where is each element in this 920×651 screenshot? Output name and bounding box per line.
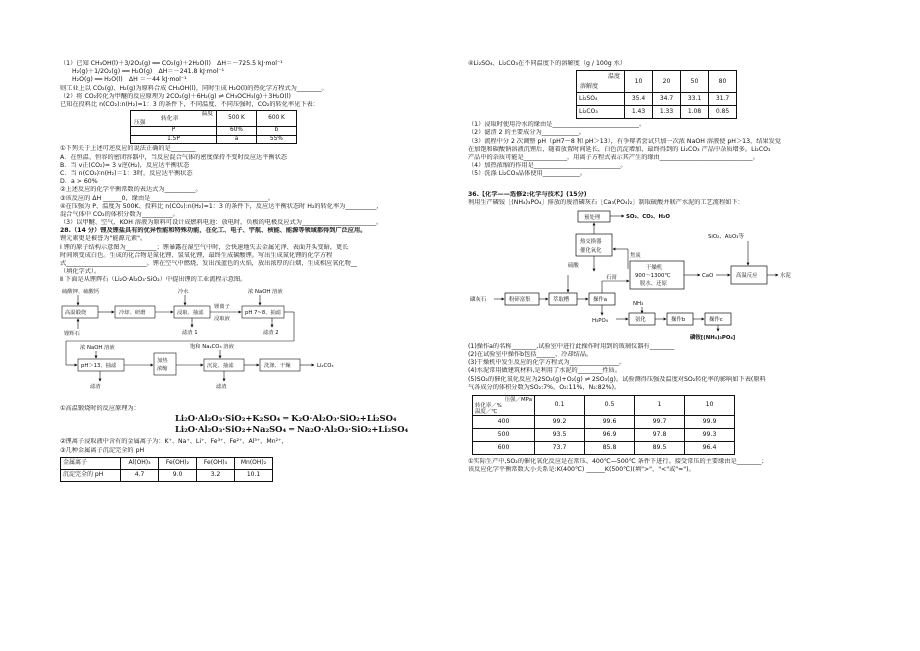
- r2-line: 在加饱和碳酸钠溶液沉锂后，随着放置时间延长，白色沉淀增加，最终得到的 Li₂CO₃ 产品中杂质增多。Li₂CO₃: [468, 145, 771, 153]
- flow-label-calcine: 高温锻烧: [65, 309, 87, 316]
- r4-line: ①实际生产中,SO₂的催化氧化反应是在常压、400℃—500℃ 条件下进行。接受常压的主要缘由是________；: [468, 458, 768, 465]
- q28-line: （填化学式）。: [60, 268, 101, 276]
- q1-line-1: （1）已知 CH₃OH(l)＋3/2O₂(g) ══ CO₂(g)＋2H₂O(l) ΔH＝－725.5 kJ·mol⁻¹: [60, 60, 283, 67]
- q28-sub-1: ①高温锻烧时的反应原理为：: [60, 404, 140, 412]
- flow-label-ion2: 浸取液: [214, 315, 230, 322]
- table-corner-cell: [473, 396, 535, 416]
- q2-line: ①下列关于上述可逆反应的说法正确的是________: [60, 145, 196, 153]
- r2-line: （1）浸取时使用冷水的缘由是____________________________。: [468, 121, 646, 129]
- table-corner-cell: [577, 71, 625, 93]
- q2-line: A．在恒温、恒容的密闭容器中，当反应混合气体的密度保持不变时反应达平衡状态: [60, 153, 287, 161]
- r3-line: 气各成分的体积分数为SO₂:7%，O₂:11%，N₂:82%)。: [468, 383, 621, 391]
- flow-label-conc: 浓缩: [157, 365, 168, 372]
- q28-line: 28.（14 分）锂及锂盐具有的优异性能和特殊功能，在化工、电子、宇航、核能、能源等领域都得到广泛应用。: [60, 227, 367, 235]
- table-header: Mn(OH)₂: [235, 457, 273, 469]
- q2-line: ③该反应的 ΔH ______0，缘由是______________________________________。: [60, 194, 275, 202]
- table-cell: 99.3: [685, 429, 735, 442]
- table-cell: 1.43: [625, 106, 653, 119]
- flow-label-cool: 冷却、研磨: [119, 309, 146, 316]
- flow-label-mill: 粉碎富集: [509, 296, 531, 303]
- corner-label-conv: 转化率: [161, 116, 179, 123]
- q2-line: C．当 n(CO₂)∶n(H₂)＝1：3时，反应达平衡状态: [60, 169, 193, 177]
- flow-label-ph1: pH 7~8、抽滤: [245, 309, 282, 316]
- q2-line: D．a > 60%: [60, 178, 98, 186]
- reaction-equation-2: Li₂O·Al₂O₃·SiO₂+Na₂SO₄ ═ Na₂O·Al₂O₃·SiO₂+Li₂SO₄: [175, 424, 409, 435]
- table-cell: 33.1: [681, 93, 709, 106]
- q2-line: ②上述反应的化学平衡常数的表达式为__________。: [60, 186, 202, 194]
- flow-label-wash: 洗涤、干燥: [264, 362, 291, 369]
- r3-line: (5)SO₂的催化氧化反应为2SO₂(g)+O₂(g) ⇌ 2SO₃(g)。试验测得压强及温度对SO₂转化率的影响如下表(原料: [468, 375, 766, 383]
- flow-label-slag2: 滤渣 2: [263, 329, 279, 336]
- q1-line-4: 则工业上以 CO₂(g)、H₂(g)为原料合成 CH₃OH(l)，同时生成 H₂O(l)的热化学方程式为________。: [60, 84, 328, 92]
- corner-label-temp: 温度: [201, 111, 213, 118]
- flow-label-naoh1: 浓 NaOH 溶液: [248, 288, 283, 295]
- table-cell: 85.8: [585, 442, 635, 455]
- flow-label-kiln: 高温反应: [736, 272, 758, 279]
- table-cell: 35.4: [625, 93, 653, 106]
- table-cell: 10.1: [235, 469, 273, 481]
- table-row: [577, 71, 737, 93]
- table-cell: b: [257, 127, 297, 136]
- r3-line: (2)在试验室中操作b包括______、冷却结晶。: [468, 351, 593, 359]
- table-row: [131, 135, 297, 144]
- solubility-table: [576, 70, 737, 119]
- table-cell: 31.7: [709, 93, 737, 106]
- flow-label-slag-a: 滤渣: [90, 383, 101, 390]
- precipitation-ph-table: [60, 457, 273, 482]
- flow-label-acid: 硫酸: [568, 262, 579, 269]
- flow-label-ore: 磷灰石: [470, 296, 487, 303]
- table-corner-cell: [131, 111, 217, 127]
- flow-label-h3po4: H₃PO₄: [592, 317, 608, 324]
- q28-sub-3: ③几种金属离子沉淀完全的 pH: [60, 446, 145, 454]
- r3-line: (4)水泥常用做建筑材料,是利用了水泥的________性质。: [468, 367, 622, 375]
- table-cell: 89.5: [635, 442, 685, 455]
- r2-line: （4）加热浓缩的作用是____________________________。: [468, 162, 627, 170]
- table-cell: 沉淀完全的 pH: [61, 469, 121, 481]
- flow-label-slag-b: 滤渣: [216, 383, 227, 390]
- conversion-table-1: [130, 110, 297, 144]
- r3-line: (1)操作a的名称________,试验室中进行此操作时用到的玻璃仪器有________: [468, 342, 675, 350]
- table-cell: 96.9: [585, 429, 635, 442]
- table-header: 80: [709, 71, 737, 93]
- table-cell: 500: [473, 429, 535, 442]
- table-header: 20: [653, 71, 681, 93]
- corner-label-conversion: 转化率／%: [475, 403, 502, 409]
- flow-label-pretreat: 预处理: [584, 214, 601, 221]
- flow-label-naoh2: 浓 NaOH 溶液: [80, 344, 115, 351]
- table-header: 10: [625, 71, 653, 93]
- flow-label-dryer-step: 脱水、还原: [640, 280, 667, 287]
- flow-label-heat: 加热: [157, 357, 168, 364]
- table-cell: 99.7: [635, 416, 685, 429]
- table-row: [577, 93, 737, 106]
- flow-label-gases: SO₂、CO₂、H₂O: [626, 213, 670, 220]
- table-header: 1: [635, 396, 685, 416]
- so2-conversion-table: [472, 395, 735, 455]
- table-header: 金属离子: [61, 457, 121, 469]
- r2-line: 产品中的杂质可能是______________，用离子方程式表示其产生的缘由______________________________。: [468, 153, 759, 161]
- q1-line-5: （2）将 CO₂转化为甲醚的反应原理为 2CO₂(g)＋6H₂(g) ⇌ CH₃OCH₃(g)＋3H₂O(l): [60, 92, 291, 100]
- corner-label-pressure: 压强: [134, 120, 146, 127]
- table-cell: 400: [473, 416, 535, 429]
- q2-line: B．当 v正(CO₂)= 3 v逆(H₂)，反应达平衡状态: [60, 161, 190, 169]
- table-row: [473, 416, 735, 429]
- table-cell: 9.0: [159, 469, 197, 481]
- phosphate-flow-diagram: [468, 209, 798, 343]
- r4-line: 该反应化学平衡常数大小关系是:K(400℃) ______K(500℃)(填">"、"<"或"=")。: [468, 466, 695, 474]
- reaction-equation-1: Li₂O·Al₂O₃·SiO₂+K₂SO₄ ═ K₂O·Al₂O₃·SiO₂+Li₂SO₄: [175, 412, 397, 423]
- flow-label-water: 冷水: [178, 288, 189, 295]
- flow-label-materials: 硫酸钾、硫酸钙: [62, 288, 100, 295]
- r1-line: ④Li₂SO₄、Li₂CO₃在不同温度下的溶解度（g / 100g 水）: [468, 60, 627, 67]
- flow-label-ion: 锂离子: [214, 303, 230, 310]
- table-row: [61, 469, 273, 481]
- r3-line: (3)干燥机中发生反应的化学方程式为________________。: [468, 359, 626, 367]
- table-cell: 99.6: [585, 416, 635, 429]
- table-row: [473, 396, 735, 416]
- r2-line: （5）洗涤 Li₂CO₃晶体使用____________。: [468, 170, 587, 178]
- table-cell: 60%: [217, 127, 257, 136]
- table-cell: 96.4: [685, 442, 735, 455]
- table-header: Fe(OH)₃: [197, 457, 235, 469]
- table-cell: 99.2: [535, 416, 585, 429]
- q28-line: 时间则变成白色。生成的化合物是氮化锂、氢氧化锂，最终生成碳酸锂。写出生成氮化锂的化学方程: [60, 251, 333, 259]
- q1-line-2: H₂(g)＋1/2O₂(g) ══ H₂O(g) ΔH＝－241.8 kJ·mol⁻¹: [72, 68, 225, 76]
- table-row: [577, 106, 737, 119]
- table-row: [473, 429, 735, 442]
- q28-line: 锂元素更是被誉为"能源元素"。: [60, 235, 147, 243]
- q1-line-6: 已知在投料比 n(CO₂):n(H₂)=1：3 的条件下，不同温度、不同压强时，CO₂的转化率见下表：: [60, 100, 319, 108]
- flow-label-dryer-temp: 900～1300℃: [635, 272, 671, 279]
- flow-label-na2co3: 饱和 Na₂CO₃ 溶液: [190, 343, 234, 350]
- q2-line: 混合气体中 CO₂的体积分数为__________。: [60, 210, 179, 218]
- table-cell: 0.85: [709, 106, 737, 119]
- flow-label-exchanger: 热交换器: [580, 238, 602, 245]
- q28-line: Ⅱ 下面是从锂辉石（Li₂O·Al₂O₃·SiO₂）中提出锂的工业流程示意图。: [60, 276, 247, 284]
- table-cell: Li₂SO₄: [577, 93, 625, 106]
- table-cell: 93.5: [535, 429, 585, 442]
- table-cell: 73.7: [535, 442, 585, 455]
- flow-label-catalytic: 催化氧化: [580, 247, 602, 254]
- flow-label-ammoniation: 氨化: [635, 316, 646, 323]
- table-cell: 1.5P: [131, 135, 217, 144]
- flow-label-ore: 锂辉石: [64, 330, 80, 337]
- table-header: 600 K: [257, 111, 297, 127]
- table-cell: Li₂CO₃: [577, 106, 625, 119]
- flow-label-op-b: 操作b: [671, 316, 686, 323]
- flow-label-sio2: SiO₂、Al₂O₃等: [708, 233, 744, 240]
- r2-line: （3）流程中分 2 次调整 pH（pH7～8 和 pH＞13），有争辩者尝试只加一次浓 NaOH 溶液使 pH＞13，结果发觉: [468, 137, 781, 145]
- q2-line: （3）以甲醚、空气、KOH 溶液为原料可设计成燃料电池：放电时，负极的电极反应式为________________________。: [60, 219, 383, 227]
- table-header: 50: [681, 71, 709, 93]
- table-header: 500 K: [217, 111, 257, 127]
- flow-label-op-a: 操作a: [593, 296, 608, 303]
- q2-line: ④在压强为 P、温度为 500K、投料比 n(CO₂):n(H₂)=1：3 的条件下，反应达平衡状态时 H₂的转化率为__________，: [60, 202, 383, 210]
- flow-label-nh3: NH₃: [633, 300, 644, 307]
- corner-label-temp: 温度: [607, 73, 620, 81]
- r2-line: （2）滤渣 2 的主要成分为____________。: [468, 129, 585, 137]
- corner-label-pressure: 压强／MPa: [504, 397, 532, 403]
- table-header: Al(OH)₃: [121, 457, 159, 469]
- table-cell: 34.7: [653, 93, 681, 106]
- flow-label-leach: 浸取、抽滤: [177, 309, 204, 316]
- table-header: 0.1: [535, 396, 585, 416]
- table-cell: P: [131, 127, 217, 136]
- right-column: [468, 60, 870, 474]
- table-cell: 3.2: [197, 469, 235, 481]
- table-cell: 1.33: [653, 106, 681, 119]
- table-cell: 97.8: [635, 429, 685, 442]
- flow-label-ph2: pH＞13、抽滤: [81, 362, 117, 369]
- table-cell: 55%: [257, 135, 297, 144]
- flow-label-product: Li₂CO₃: [317, 362, 334, 369]
- table-cell: a: [217, 135, 257, 144]
- lithium-flow-diagram: [60, 287, 390, 405]
- flow-label-tank: 萃取槽: [553, 296, 570, 303]
- q36-heading: 36.【化学——选修2:化学与技术】(15分): [468, 190, 587, 198]
- q1-line-3: H₂O(g) ══ H₂O(l) ΔH ＝－44 kJ·mol⁻¹: [72, 76, 187, 84]
- corner-label-solubility: 溶解度: [580, 83, 599, 91]
- flow-label-gypsum: 石膏: [606, 274, 617, 281]
- q36-intro: 利用生产磷铵［(NH₄)₃PO₄］排放的废渣磷灰石［Ca₃(PO₄)₂］制取硫酸并联产水泥的工艺流程如下：: [468, 198, 744, 206]
- table-cell: 1.08: [681, 106, 709, 119]
- table-row: [131, 127, 297, 136]
- table-cell: 4.7: [121, 469, 159, 481]
- table-cell: 99.9: [685, 416, 735, 429]
- table-cell: 600: [473, 442, 535, 455]
- flow-label-op-c: 操作c: [709, 316, 723, 323]
- flow-label-product: 磷铵[(NH₄)₃PO₄]: [690, 334, 736, 341]
- q28-line: Ⅰ 锂的原子结构示意图为__________；锂暴露在湿空气中时，会快速地失去金属光泽、表面开头变暗，更长: [60, 243, 349, 251]
- flow-label-dryer: 干燥机: [646, 264, 663, 271]
- table-row: [473, 442, 735, 455]
- flow-label-coke: 焦炭: [630, 252, 641, 259]
- table-header: Fe(OH)₂: [159, 457, 197, 469]
- flow-label-cement: 水泥: [780, 272, 791, 279]
- table-header: 0.5: [585, 396, 635, 416]
- flow-label-cao: CaO: [702, 272, 714, 279]
- q28-sub-2: ②锂离子浸取液中含有的金属离子为：K⁺、Na⁺、Li⁺、Fe³⁺、Fe²⁺、Al³⁺、Mn²⁺，: [60, 438, 288, 446]
- left-column: [60, 60, 458, 482]
- flow-label-precip: 沉淀、抽滤: [207, 362, 234, 369]
- table-header: 10: [685, 396, 735, 416]
- q28-line: 式__________________________。锂在空气中燃烧，发出浅蓝色的火焰，放出浓厚的白烟，生成相应氧化物__: [60, 260, 357, 268]
- table-row: [61, 457, 273, 469]
- flow-label-slag1: 滤渣 1: [182, 329, 198, 336]
- corner-label-temperature: 温度／℃: [475, 409, 498, 415]
